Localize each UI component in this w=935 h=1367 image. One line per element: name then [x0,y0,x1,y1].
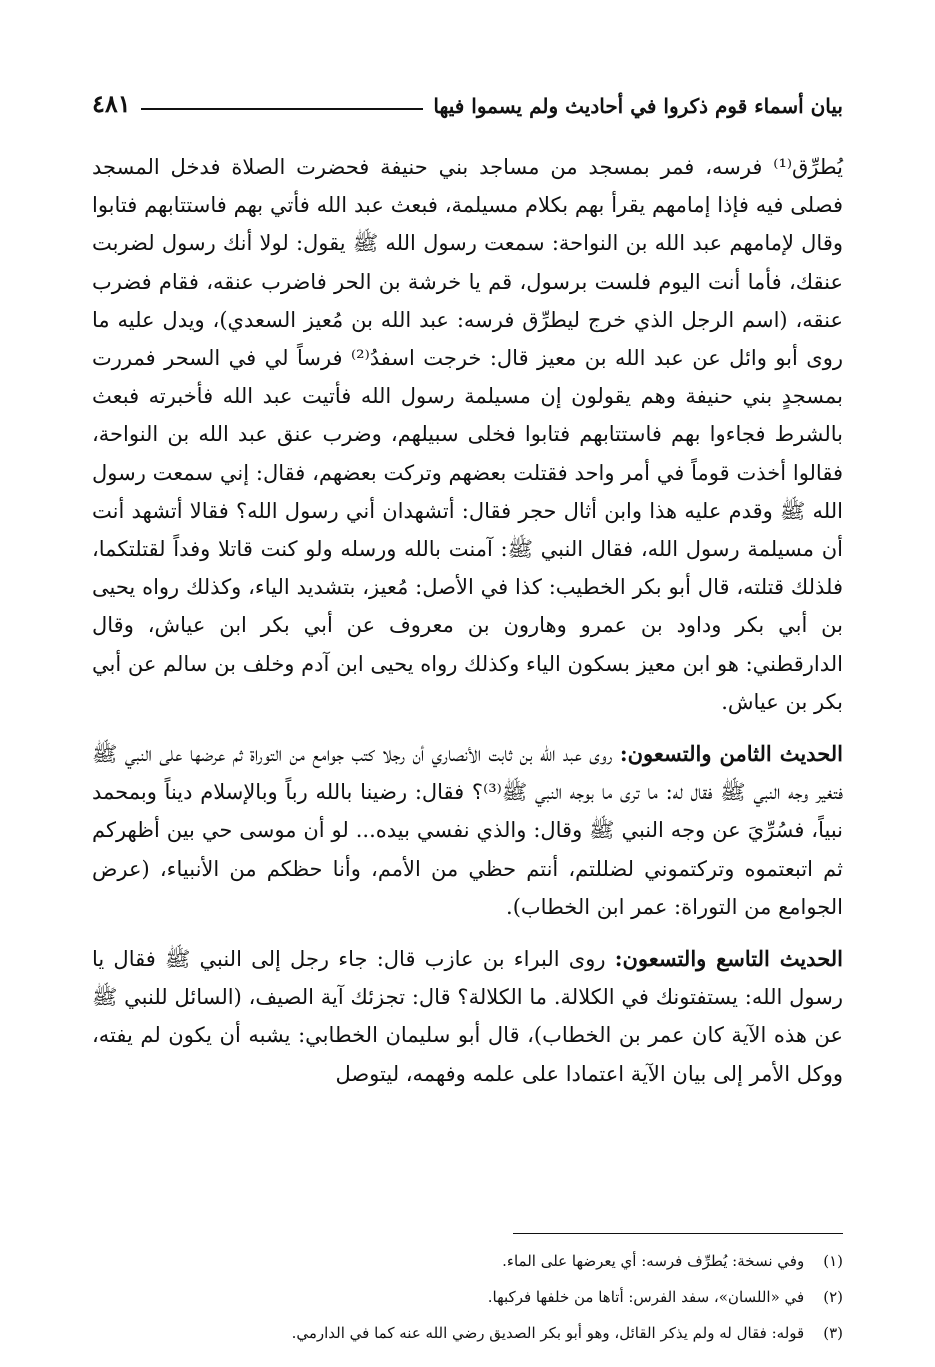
footnote-number: (٣) [823,1324,843,1342]
footnote-number: (١) [823,1252,843,1270]
footnote-text: في «اللسان»، سفد الفرس: أتاها من خلفها فركبها. [487,1288,805,1306]
paragraph-text: روى عبد الله بن ثابت الأنصاري أن رجلا كتب جوامع من التوراة ثم عرضها على النبي ﷺ فتغير وجه النبي ﷺ فقال له: ما ترى ما بوجه النبي ﷺ⁽³⁾؟ فقال: رضينا بالله رباً وبالإسلام ديناً وبمحمد نبياً، فسُرِّيَ عن وجه النبي ﷺ وقال: والذي نفسي بيده... لو أن موسى حي بين أظهركم ثم اتبعتموه وتركتموني لضللتم، أنتم حظي من الأمم، وأنا حظكم من الأنبياء، (عرض الجوامع من التوراة: عمر ابن الخطاب). [92,742,843,919]
header-rule [141,108,424,110]
paragraph-text: يُطرِّق⁽¹⁾ فرسه، فمر بمسجد من مساجد بني حنيفة فحضرت الصلاة فدخل المسجد فصلى فيه فإذا إمامهم يقرأ بهم بكلام مسيلمة، فبعث عبد الله فأتي بهم فاستتابهم فتابوا وقال لإمامهم عبد الله بن النواحة: سمعت رسول الله ﷺ يقول: لولا أنك رسول لضربت عنقك، فأما أنت اليوم فلست برسول، قم يا خرشة بن الحر فاضرب عنقه، فقام فضرب عنقه، (اسم الرجل الذي خرج ليطرِّق فرسه: عبد الله بن مُعيز السعدي)، ويدل عليه ما روى أبو وائل عن عبد الله بن معيز قال: خرجت اسفدُ⁽²⁾ فرساً لي في السحر فمررت بمسجدٍ بني حنيفة وهم يقولون إن مسيلمة رسول الله فأتيت عبد الله فأخبرته فبعث بالشرط فجاءوا بهم فاستتابهم فتابوا فخلى سبيلهم، وضرب عنق عبد الله بن النواحة، فقالوا أخذت قوماً في أمر واحد فقتلت بعضهم وتركت بعضهم، فقال: إني سمعت رسول الله ﷺ وقدم عليه هذا وابن أثال حجر فقال: أتشهدان أني رسول الله؟ فقالا أتشهد أنت أن مسيلمة رسول الله، فقال النبي ﷺ: آمنت بالله ورسله ولو كنت قاتلا وفداً لقتلتكما، فلذلك قتلته، قال أبو بكر الخطيب: كذا في الأصل: مُعيز، بتشديد الياء، وكذلك رواه يحيى بن أبي بكر وداود بن عمرو وهارون بن معروف عن أبي بكر ابن عياش، وقال الدارقطني: هو ابن معيز بسكون الياء وكذلك رواه يحيى ابن آدم وخلف بن سالم عن أبي بكر بن عياش. [92,155,843,714]
footnote-number: (٢) [823,1288,843,1306]
footnote [92,1279,843,1315]
footnote [92,1315,843,1351]
page-header [92,78,843,118]
footnote-text: قوله: فقال له ولم يذكر القائل، وهو أبو بكر الصديق رضي الله عنه كما في الدارمي. [291,1324,805,1342]
paragraph-lead: الحديث التاسع والتسعون: [614,946,843,972]
footnotes [92,1243,843,1351]
paragraph-hadith-99 [92,940,843,1093]
running-title: بيان أسماء قوم ذكروا في أحاديث ولم يسموا فيها [433,94,843,118]
main-text [92,148,843,1093]
footnote [92,1243,843,1279]
footnote-text: وفي نسخة: يُطرِّف فرسه: أي يعرضها على الماء. [502,1252,805,1270]
paragraph-lead: الحديث الثامن والتسعون: [619,741,843,767]
page-number: ٤٨١ [92,89,131,118]
paragraph-1 [92,148,843,721]
paragraph-hadith-98 [92,735,843,926]
footnote-separator [513,1233,843,1234]
paragraph-text: روى البراء بن عازب قال: جاء رجل إلى النبي ﷺ فقال يا رسول الله: يستفتونك في الكلالة. ما الكلالة؟ قال: تجزئك آية الصيف، (السائل للنبي ﷺ عن هذه الآية كان عمر بن الخطاب)، قال أبو سليمان الخطابي: يشبه أن يكون لم يفته، ووكل الأمر إلى بيان الآية اعتمادا على علمه وفهمه، ليتوصل [92,947,843,1086]
